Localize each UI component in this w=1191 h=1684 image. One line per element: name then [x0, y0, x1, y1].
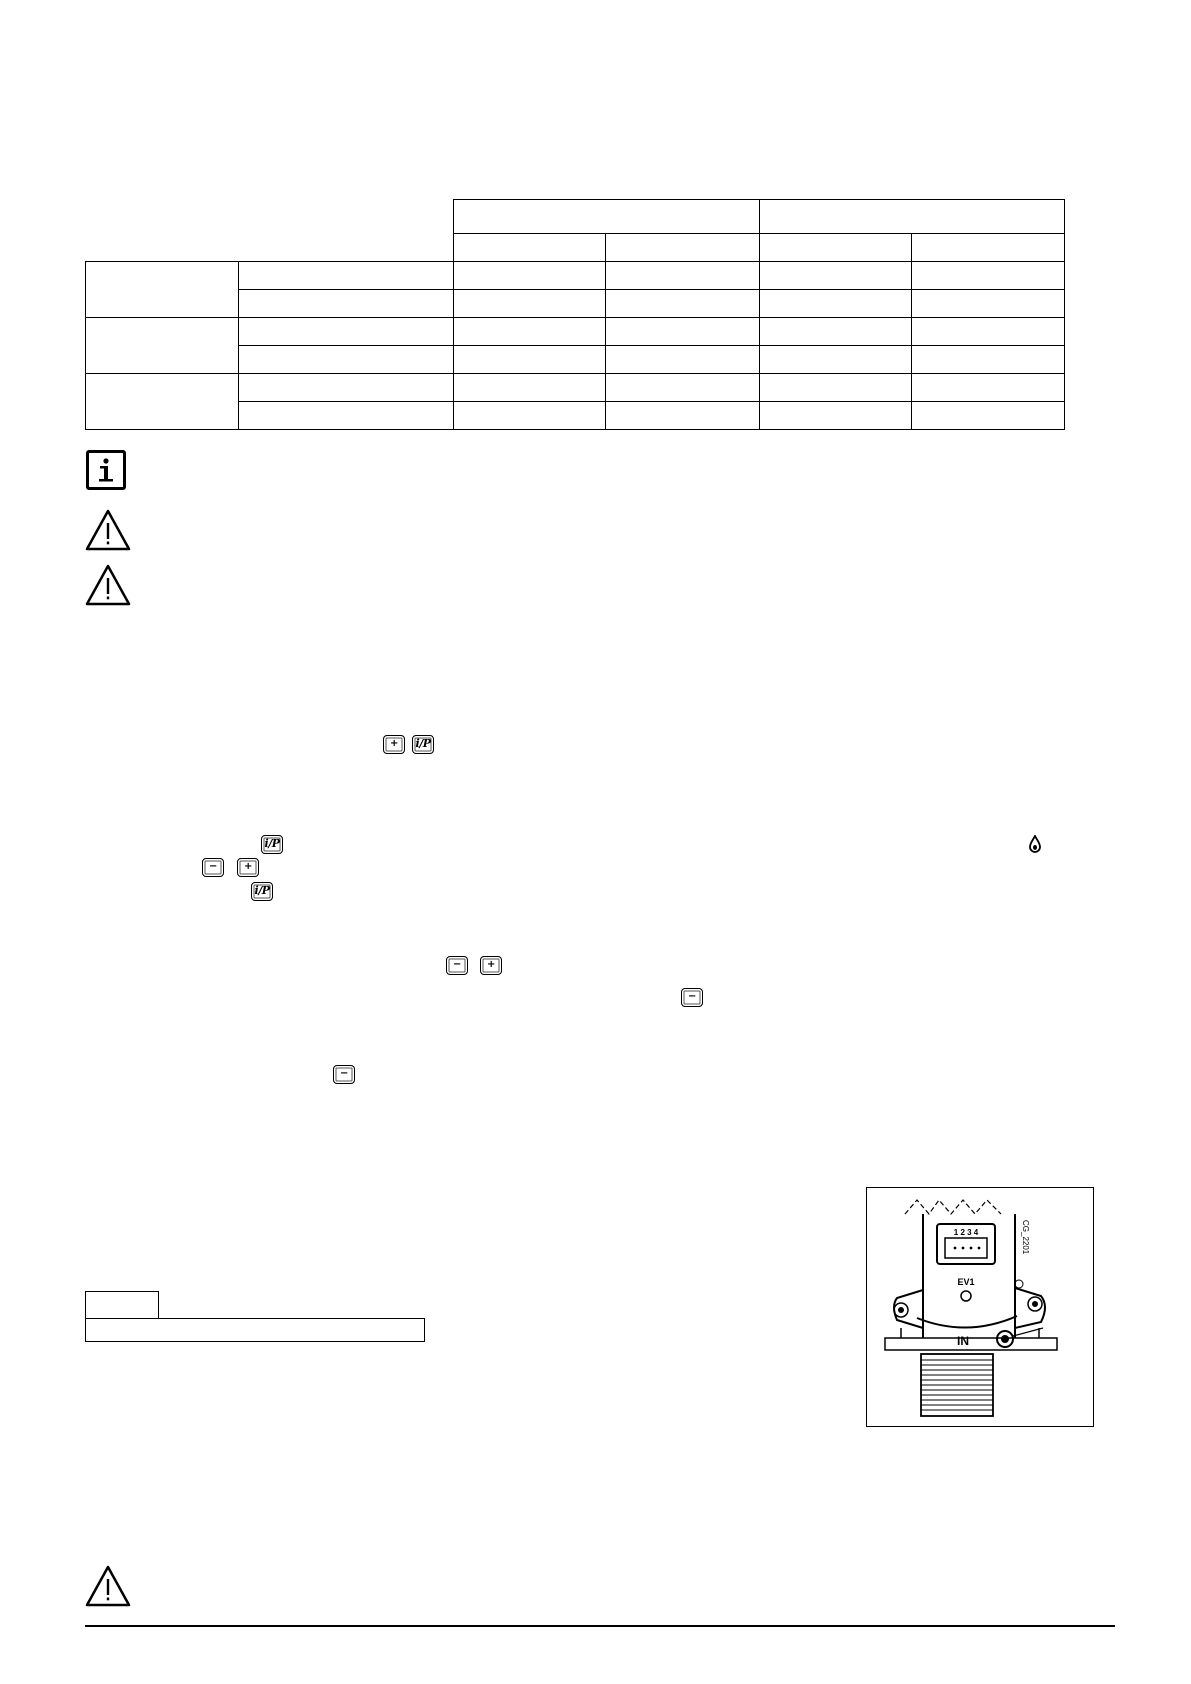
plus-key-icon [383, 735, 405, 754]
row-group-label [86, 318, 239, 374]
label-box-small [85, 1291, 159, 1319]
info-icon [86, 450, 126, 490]
key-glyph: − [340, 1068, 348, 1079]
plus-key-icon [237, 858, 259, 877]
table-row [86, 374, 1065, 402]
table-row [86, 318, 1065, 346]
warning-icon [85, 564, 131, 606]
info-key-icon [412, 735, 434, 754]
minus-key-icon [202, 858, 224, 877]
warning-icon [85, 509, 131, 551]
table-subheader [760, 234, 912, 262]
table-subheader [606, 234, 760, 262]
info-key-icon [261, 835, 283, 854]
minus-key-icon [681, 988, 703, 1007]
key-glyph: + [390, 738, 398, 749]
minus-key-icon [333, 1065, 355, 1084]
row-group-label [86, 374, 239, 430]
key-glyph: i/P [415, 737, 431, 750]
key-glyph: − [688, 991, 696, 1002]
figure-code: CG_2201 [1021, 1220, 1030, 1255]
key-glyph: − [209, 861, 217, 872]
table-subheader [912, 234, 1065, 262]
gas-valve-figure [866, 1187, 1094, 1427]
key-glyph: i/P [264, 837, 280, 850]
minus-key-icon [446, 956, 468, 975]
warning-icon [85, 1565, 131, 1607]
gas-valve-drawing [867, 1188, 1093, 1426]
label-box-wide [85, 1318, 425, 1342]
info-key-icon [251, 882, 273, 901]
connector-pin-numbers: 1 2 3 4 [953, 1228, 979, 1237]
inlet-label: IN [957, 1334, 969, 1348]
table-header-group-2 [760, 200, 1065, 234]
table-subheader [454, 234, 606, 262]
key-glyph: − [453, 959, 461, 970]
key-glyph: + [244, 861, 252, 872]
table-row [86, 262, 1065, 290]
gas-settings-table [85, 199, 1065, 430]
row-group-label [86, 262, 239, 318]
flame-icon [1029, 835, 1041, 853]
plus-key-icon [480, 956, 502, 975]
footer-rule [85, 1625, 1115, 1627]
valve-label: EV1 [957, 1277, 975, 1287]
key-glyph: i/P [254, 884, 270, 897]
table-header-group-1 [454, 200, 760, 234]
key-glyph: + [487, 959, 495, 970]
